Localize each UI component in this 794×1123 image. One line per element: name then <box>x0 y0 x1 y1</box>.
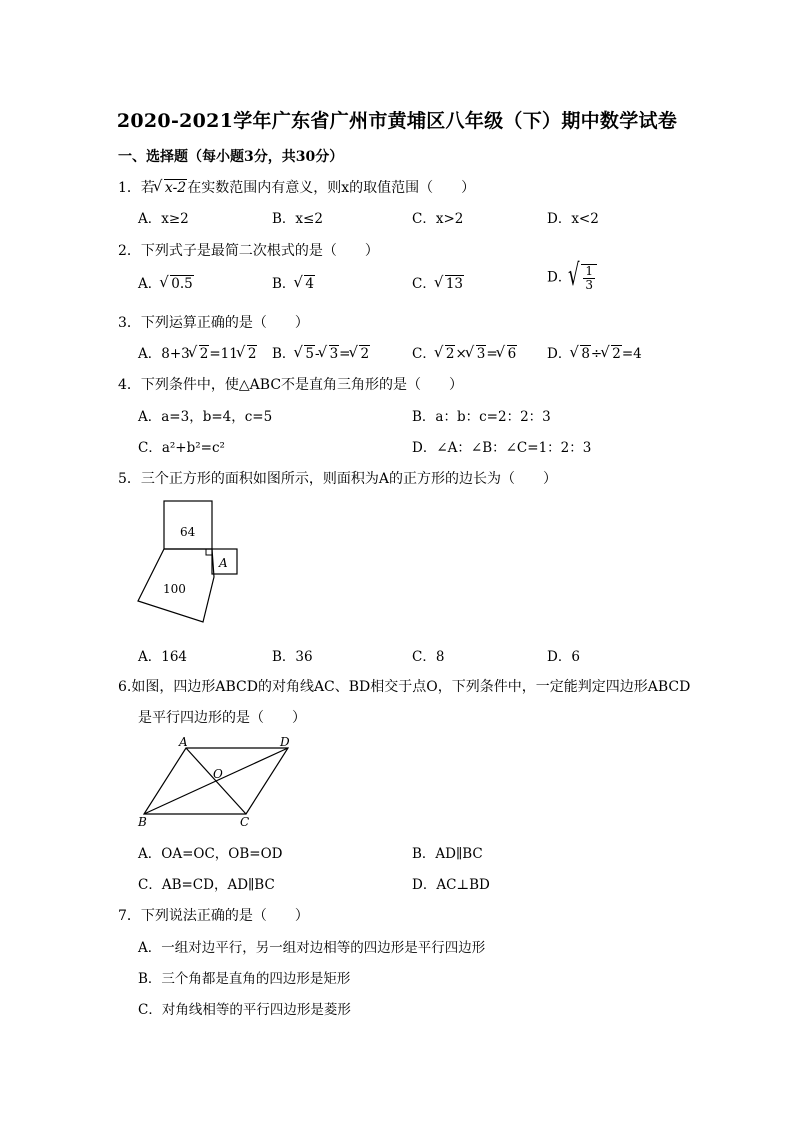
q7-option-a: A．一组对边平行，另一组对边相等的四边形是平行四边形 <box>138 940 486 956</box>
q3-b-radical-2 <box>320 346 340 362</box>
q2-c-radicand: 13 <box>445 276 464 292</box>
q5-option-a: A．164 <box>138 649 188 665</box>
q3-b-radical <box>295 346 315 362</box>
q3-d-radicand-2: 2 <box>612 346 621 362</box>
q6-point-d: D <box>280 735 290 749</box>
q3-d-op: ÷ <box>590 346 603 362</box>
q6-option-c: C．AB=CD，AD∥BC <box>138 877 275 893</box>
q6-parallelogram-figure <box>130 732 310 832</box>
q2-option-b <box>272 272 315 292</box>
q2-b-radicand: 4 <box>305 276 315 292</box>
q5-squares-figure <box>130 495 245 635</box>
q3-a-radical-2 <box>238 346 258 362</box>
q3-b-eq: = <box>339 346 351 362</box>
q3-d-radical-2 <box>602 346 622 362</box>
q3-b-radicand-2: 3 <box>329 346 339 362</box>
q1-option-d: D．x<2 <box>547 211 599 227</box>
q3-b-radicand: 5 <box>305 346 315 362</box>
question-3: 3．下列运算正确的是（ ） <box>118 315 309 331</box>
q1-pre: 若 <box>140 180 155 196</box>
q1-post: 在实数范围内有意义，则x的取值范围（ ） <box>187 180 476 196</box>
q7-option-b: B．三个角都是直角的四边形是矩形 <box>138 971 351 987</box>
q3-option-b <box>272 342 370 362</box>
q2-a-radical <box>161 276 193 292</box>
q3-a-rest: =11 <box>209 346 238 362</box>
q2-d-numerator: √ 1 <box>585 264 593 278</box>
q6-point-a: A <box>179 735 188 749</box>
q6-option-d: D．AC⊥BD <box>412 877 490 893</box>
q2-d-radical <box>571 264 597 292</box>
q3-c-radicand-3: 6 <box>507 346 517 362</box>
q6-point-b: B <box>138 815 147 829</box>
q3-option-d <box>547 342 642 362</box>
q1-option-a: A．x≥2 <box>138 211 189 227</box>
q2-d-fraction <box>583 265 595 292</box>
q3-d-rest: =4 <box>621 346 642 362</box>
q1-radicand: x-2 <box>164 180 187 196</box>
question-6-line-2: 是平行四边形的是（ ） <box>138 710 306 726</box>
q4-option-a: A．a=3，b=4，c=5 <box>138 409 273 425</box>
q2-b-radical <box>295 276 315 292</box>
question-1 <box>118 177 475 197</box>
q5-label-a: A <box>219 556 228 570</box>
section-heading: 一、选择题（每小题3分，共30分） <box>118 149 344 165</box>
q3-b-op: - <box>315 346 320 362</box>
question-5: 5．三个正方形的面积如图所示，则面积为A的正方形的边长为（ ） <box>118 471 558 487</box>
q1-number: 1． <box>118 180 141 196</box>
q3-option-a <box>138 342 257 362</box>
question-2: 2．下列式子是最简二次根式的是（ ） <box>118 243 379 259</box>
q3-c-radical <box>436 346 456 362</box>
q3-b-radicand-3: 2 <box>360 346 370 362</box>
page-title: 2020-2021学年广东省广州市黄埔区八年级（下）期中数学试卷 <box>116 110 678 132</box>
q3-a-label: A．8+3 <box>138 346 190 362</box>
q2-a-label: A． <box>138 276 162 292</box>
q2-d-denominator: 3 <box>585 278 593 292</box>
q3-c-label: C． <box>412 346 436 362</box>
q3-a-radicand: 2 <box>199 346 209 362</box>
question-7: 7．下列说法正确的是（ ） <box>118 908 309 924</box>
q3-b-radical-3 <box>350 346 370 362</box>
q3-c-radical-3 <box>498 346 518 362</box>
q3-b-label: B． <box>272 346 296 362</box>
q1-option-b: B．x≤2 <box>272 211 323 227</box>
q1-radical <box>155 180 187 196</box>
q3-d-label: D． <box>547 346 572 362</box>
q3-a-radicand-2: 2 <box>247 346 257 362</box>
q5-label-64: 64 <box>180 525 196 539</box>
question-6-line-1: 6.如图，四边形ABCD的对角线AC、BD相交于点O，下列条件中，一定能判定四边形ABCD <box>118 679 691 695</box>
q1-option-c: C．x>2 <box>412 211 464 227</box>
q2-option-c <box>412 272 464 292</box>
q2-c-label: C． <box>412 276 436 292</box>
q2-b-label: B． <box>272 276 296 292</box>
q3-c-eq: = <box>486 346 498 362</box>
q6-option-b: B．AD∥BC <box>412 846 483 862</box>
q3-c-radicand-2: 3 <box>476 346 486 362</box>
q4-option-c: C．a²+b²=c² <box>138 440 225 456</box>
q3-c-radical-2 <box>467 346 487 362</box>
q2-a-radicand: 0.5 <box>171 276 193 292</box>
q6-point-o: O <box>213 767 223 781</box>
q6-point-c: C <box>240 815 250 829</box>
q5-right-angle-mark <box>206 549 212 555</box>
q3-d-radical <box>571 346 591 362</box>
q2-option-a <box>138 272 194 292</box>
q4-option-b: B．a：b：c=2：2：3 <box>412 409 551 425</box>
question-4: 4．下列条件中，使△ABC不是直角三角形的是（ ） <box>118 377 464 393</box>
q5-option-d: D．6 <box>547 649 580 665</box>
q2-option-d <box>547 264 597 292</box>
q5-option-b: B．36 <box>272 649 313 665</box>
q4-option-d: D．∠A：∠B：∠C=1：2：3 <box>412 440 592 456</box>
q2-c-radical <box>436 276 464 292</box>
q6-option-a: A．OA=OC，OB=OD <box>138 846 283 862</box>
q3-d-radicand: 8 <box>581 346 590 362</box>
q3-option-c <box>412 342 517 362</box>
q5-option-c: C．8 <box>412 649 445 665</box>
q3-c-radicand: 2 <box>445 346 455 362</box>
q2-d-label: D． <box>547 269 572 286</box>
q3-a-radical <box>190 346 210 362</box>
q5-label-100: 100 <box>163 582 186 596</box>
q7-option-c: C．对角线相等的平行四边形是菱形 <box>138 1002 351 1018</box>
q3-c-op: × <box>455 346 467 362</box>
